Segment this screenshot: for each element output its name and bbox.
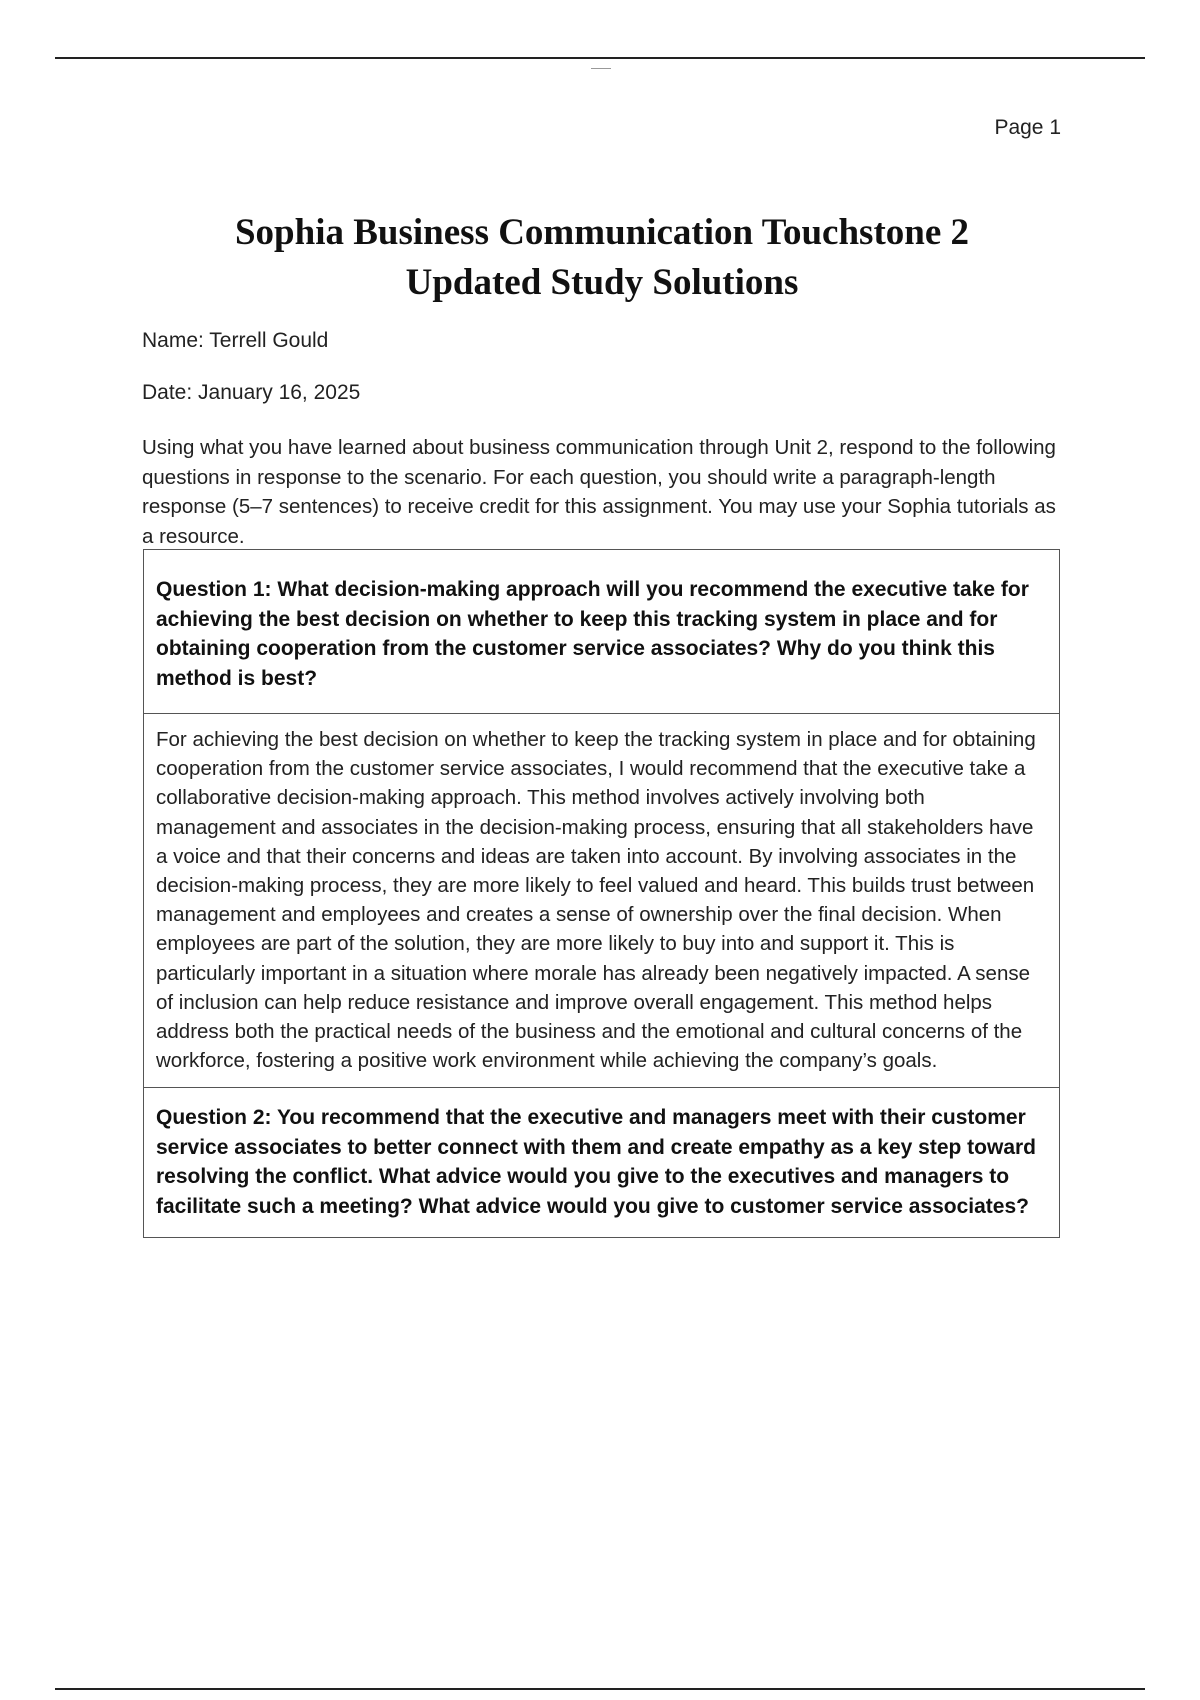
question-answer-table [143, 549, 1060, 1238]
bottom-rule [55, 1688, 1145, 1690]
title-line-2: Updated Study Solutions [405, 262, 799, 303]
header-mark [591, 68, 611, 69]
answer-1: For achieving the best decision on whether to keep the tracking system in place and for obtaining cooperation from the customer service associates, I would recommend that the executive take a collaborative decision-making approach. This method involves actively involving both management and associates in the decision-making process, ensuring that all stakeholders have a voice and that their concerns and ideas are taken into account. By involving associates in the decision-making process, they are more likely to feel valued and heard. This builds trust between management and employees and creates a sense of ownership over the final decision. When employees are part of the solution, they are more likely to buy into and support it. This is particularly important in a situation where morale has already been negatively impacted. A sense of inclusion can help reduce resistance and improve overall engagement. This method helps address both the practical needs of the business and the emotional and cultural concerns of the workforce, fostering a positive work environment while achieving the company’s goals. [144, 713, 1059, 1087]
page-number: Page 1 [994, 116, 1061, 139]
student-name: Name: Terrell Gould [142, 329, 329, 352]
submission-date: Date: January 16, 2025 [142, 381, 361, 404]
title-line-1: Sophia Business Communication Touchstone 2 [234, 212, 970, 253]
top-rule [55, 57, 1145, 59]
question-1: Question 1: What decision-making approach will you recommend the executive take for achieving the best decision on whether to keep this tracking system in place and for obtaining cooperation from the customer service associates? Why do you think this method is best? [156, 578, 1029, 690]
document-title [142, 208, 1062, 308]
instructions-paragraph: Using what you have learned about business communication through Unit 2, respond to the following questions in response to the scenario. For each question, you should write a paragraph-length response (5–7 sentences) to receive credit for this assignment. You may use your Sophia tutorials as a resource. [142, 436, 1056, 548]
question-2: Question 2: You recommend that the executive and managers meet with their customer service associates to better connect with them and create empathy as a key step toward resolving the conflict. What advice would you give to the executives and managers to facilitate such a meeting? What advice would you give to customer service associates? [144, 1087, 1059, 1237]
